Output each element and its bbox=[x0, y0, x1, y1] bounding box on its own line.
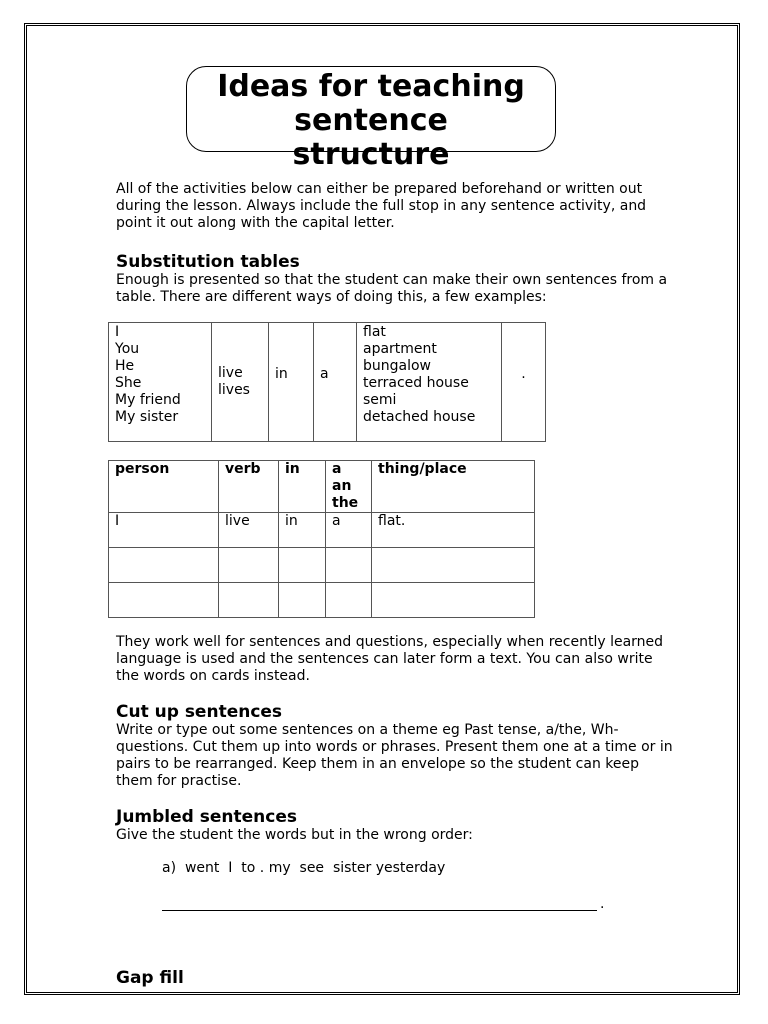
place-item: terraced house bbox=[363, 375, 469, 391]
empty-cell bbox=[279, 583, 326, 618]
empty-cell bbox=[219, 583, 279, 618]
header-person: person bbox=[109, 461, 219, 513]
subject-item: She bbox=[115, 375, 142, 391]
empty-cell bbox=[219, 548, 279, 583]
intro-paragraph: All of the activities below can either be prepared beforehand or written out during the lesson. Always include the full stop in any sentence activity, and point it out along with the capital letter. bbox=[116, 181, 647, 231]
place-item: semi bbox=[363, 392, 397, 408]
empty-cell bbox=[279, 548, 326, 583]
empty-cell bbox=[109, 583, 219, 618]
place-item: flat bbox=[363, 324, 386, 340]
cut-up-paragraph: Write or type out some sentences on a theme eg Past tense, a/the, Wh-questions. Cut them up into words or phrases. Present them one at a time or in pairs to be rearranged. Keep them in an envelope so the student can keep them for practise. bbox=[116, 722, 673, 789]
header-articles bbox=[326, 461, 372, 513]
empty-cell bbox=[372, 583, 535, 618]
subject-item: You bbox=[115, 341, 140, 357]
table-row bbox=[109, 548, 535, 583]
place-item: apartment bbox=[363, 341, 437, 357]
answer-line bbox=[162, 910, 597, 911]
title-line-1: Ideas for teaching bbox=[217, 69, 525, 104]
subject-item: I bbox=[115, 324, 120, 340]
tables-note-paragraph: They work well for sentences and questions, especially when recently learned language is used and the sentences can later form a text. You can also write the words on cards instead. bbox=[116, 634, 664, 684]
fill-in-table bbox=[108, 460, 535, 618]
heading-gap-fill: Gap fill bbox=[116, 968, 184, 988]
cell-article: a bbox=[326, 513, 372, 548]
empty-cell bbox=[372, 548, 535, 583]
places-cell bbox=[357, 323, 502, 442]
cell-person: I bbox=[109, 513, 219, 548]
substitution-table bbox=[108, 322, 546, 442]
verb-item: live bbox=[218, 365, 243, 381]
preposition-text: in bbox=[275, 365, 288, 382]
cell-verb: live bbox=[219, 513, 279, 548]
full-stop-text: . bbox=[521, 365, 526, 382]
jumbled-paragraph: Give the student the words but in the wrong order: bbox=[116, 827, 473, 843]
header-article: an bbox=[332, 478, 352, 494]
full-stop-cell bbox=[502, 323, 546, 442]
header-verb: verb bbox=[219, 461, 279, 513]
subject-item: He bbox=[115, 358, 135, 374]
page-title bbox=[186, 70, 556, 172]
header-thing-place: thing/place bbox=[372, 461, 535, 513]
preposition-cell bbox=[269, 323, 314, 442]
header-article: the bbox=[332, 495, 359, 511]
verbs-cell bbox=[212, 323, 269, 442]
verb-item: lives bbox=[218, 382, 250, 398]
empty-cell bbox=[326, 548, 372, 583]
header-in: in bbox=[279, 461, 326, 513]
header-article: a bbox=[332, 461, 342, 477]
table-row bbox=[109, 583, 535, 618]
jumbled-example: a) went I to . my see sister yesterday bbox=[162, 860, 446, 876]
heading-cut-up-sentences: Cut up sentences bbox=[116, 702, 283, 722]
empty-cell bbox=[326, 583, 372, 618]
subject-item: My friend bbox=[115, 392, 181, 408]
article-cell bbox=[314, 323, 357, 442]
cell-in: in bbox=[279, 513, 326, 548]
place-item: detached house bbox=[363, 409, 476, 425]
substitution-paragraph: Enough is presented so that the student can make their own sentences from a table. There are different ways of doing this, a few examples: bbox=[116, 272, 668, 305]
place-item: bungalow bbox=[363, 358, 432, 374]
heading-substitution-tables: Substitution tables bbox=[116, 252, 300, 272]
subjects-cell bbox=[109, 323, 212, 442]
subject-item: My sister bbox=[115, 409, 179, 425]
heading-jumbled-sentences: Jumbled sentences bbox=[116, 807, 297, 827]
table-row bbox=[109, 513, 535, 548]
title-line-3: structure bbox=[292, 137, 450, 172]
title-line-2: sentence bbox=[294, 103, 448, 138]
answer-full-stop: . bbox=[600, 896, 605, 912]
cell-thing-place: flat. bbox=[372, 513, 535, 548]
table-header-row bbox=[109, 461, 535, 513]
article-text: a bbox=[320, 365, 329, 382]
empty-cell bbox=[109, 548, 219, 583]
